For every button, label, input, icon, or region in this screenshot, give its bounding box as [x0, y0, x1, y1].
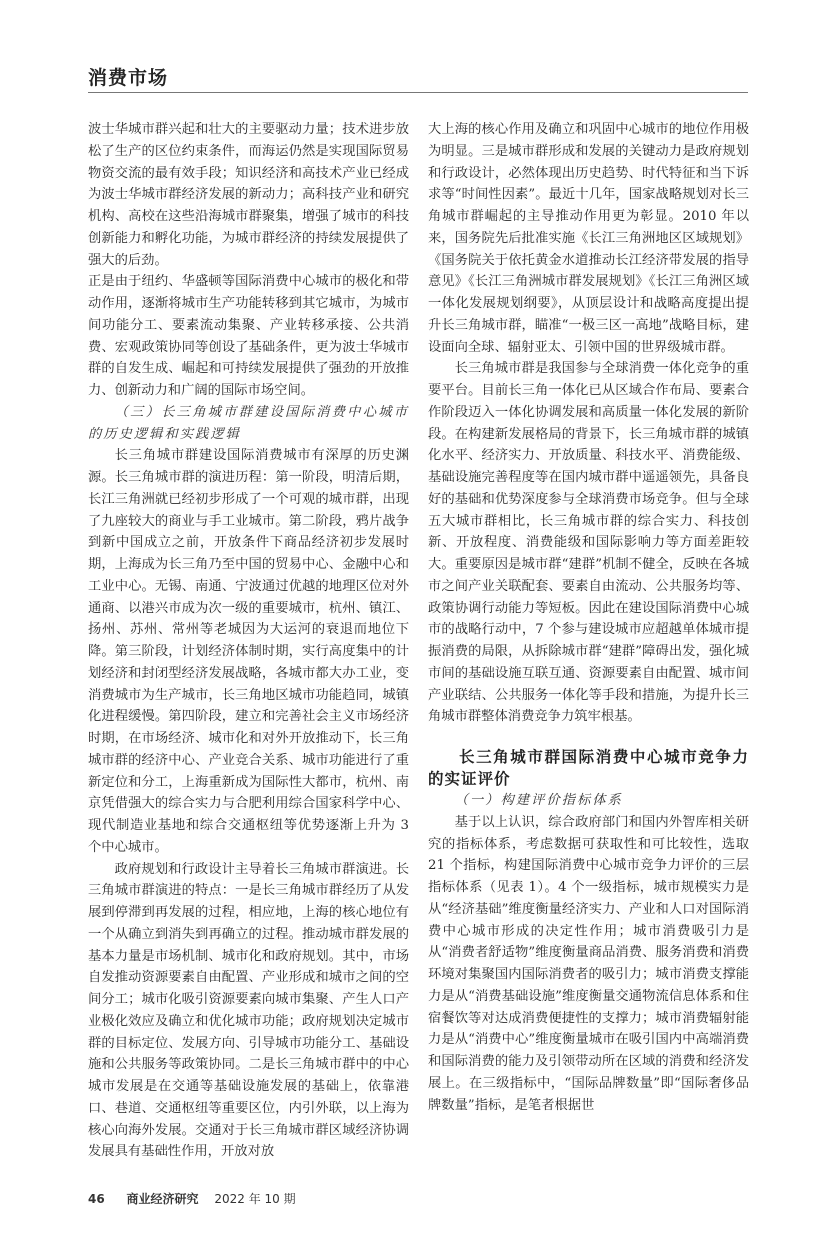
paragraph: 政府规划和行政设计主导着长三角城市群演进。长三角城市群演进的特点：一是长三角城市群经历了从发展到停滞到再发展的过程，相应地，上海的核心地位有一个从确立到消失到再确立的过程。推动城市群发展的基本力量是市场机制、城市化和政府规划。其中，市场自发推动资源要素自由配置、产业形成和城市之间的空间分工；城市化吸引资源要素向城市集聚、产生人口产业极化效应及确立和优化城市功能；政府规划决定城市群的目标定位、发展方向、引导城市功能分工、基础设施和公共服务等政策协同。二是长三角城市群中的中心城市发展是在交通等基础设施发展的基础上，依靠港口、巷道、交通枢纽等重要区位，内引外联，以上海为核心向海外发展。交通对于长三角城市群区域经济协调发展具有基础性作用，开放对放: [88, 861, 409, 1160]
page-number: 46: [88, 1192, 105, 1206]
right-column: [428, 119, 749, 1116]
paragraph: 正是由于纽约、华盛顿等国际消费中心城市的极化和带动作用，逐渐将城市生产功能转移到其它城市，为城市间功能分工、要素流动集聚、产业转移承接、公共消费、宏观政策协同等创设了基础条件，更为波士华城市群的自发生成、崛起和可持续发展提供了强劲的开放推力、创新动力和广阔的国际市场空间。: [88, 274, 409, 398]
paragraph: 基于以上认识，综合政府部门和国内外智库相关研究的指标体系，考虑数据可获取性和可比较性，选取 21 个指标，构建国际消费中心城市竞争力评价的三层指标体系（见表 1）。4 个一级指标，城市规模实力是从“经济基础”维度衡量经济实力、产业和人口对国际消费中心城市形成的决定性作用；城市消费吸引力是从“消费者舒适物”维度衡量商品消费、服务消费和消费环境对集聚国内国际消费者的吸引力；城市消费支撑能力是从“消费基础设施”维度衡量交通物流信息体系和住宿餐饮等对达成消费便捷性的支撑力；城市消费辐射能力是从“消费中心”维度衡量城市在吸引国内中高端消费和国际消费的能力及引领带动所在区域的消费和经济发展上。在三级指标中，“国际品牌数量”即“国际奢侈品牌数量”指标，是笔者根据世: [428, 814, 749, 1113]
paragraph: 长三角城市群是我国参与全球消费一体化竞争的重要平台。目前长三角一体化已从区域合作布局、要素合作阶段迈入一体化协调发展和高质量一体化发展的新阶段。在构建新发展格局的背景下，长三角城市群的城镇化水平、经济实力、开放质量、科技水平、消费能级、基础设施完善程度等在国内城市群中遥遥领先，具备良好的基础和优势深度参与全球消费市场竞争。但与全球五大城市群相比，长三角城市群的综合实力、科技创新、开放程度、消费能级和国际影响力等方面差距较大。重要原因是城市群“建群”机制不健全，反映在各城市之间产业关联配套、要素自由流动、公共服务均等、政策协调行动能力等短板。因此在建设国际消费中心城市的战略行动中，7 个参与建设城市应超越单体城市提振消费的局限，从拆除城市群“建群”障碍出发，强化城市间的基础设施互联互通、资源要素自由配置、城市间产业联结、公共服务一体化等手段和措施，为提升长三角城市群整体消费竞争力筑牢根基。: [428, 361, 749, 725]
subsection-heading: （一）构建评价指标体系: [454, 793, 623, 808]
body-columns: [88, 119, 748, 1163]
paragraph: 大上海的核心作用及确立和巩固中心城市的地位作用极为明显。三是城市群形成和发展的关键动力是政府规划和行政设计，必然体现出历史趋势、时代特征和当下诉求等“时间性因素”。最近十几年，国家战略规划对长三角城市群崛起的主导推动作用更为彰显。2010 年以来，国务院先后批准实施《长江三角洲地区区域规划》《国务院关于依托黄金水道推动长江经济带发展的指导意见》《长江三角洲城市群发展规划》《长江三角洲区域一体化发展规划纲要》，从顶层设计和战略高度提出提升长三角城市群，瞄准“一极三区一高地”战略目标，建设面向全球、辐射亚太、引领中国的世界级城市群。: [428, 122, 749, 355]
header-divider: [88, 92, 748, 93]
journal-name: 商业经济研究: [126, 1192, 199, 1206]
page-footer: [88, 1191, 748, 1207]
paragraph: 波士华城市群兴起和壮大的主要驱动力量；技术进步放松了生产的区位约束条件，而海运仍然是实现国际贸易物资交流的最有效手段；知识经济和高技术产业已经成为波士华城市群经济发展的新动力；高科技产业和研究机构、高校在这些沿海城市群聚集，增强了城市的科技创新能力和孵化功能，为城市群经济的持续发展提供了强大的后劲。: [88, 122, 409, 268]
subsection-heading: （三）长三角城市群建设国际消费中心城市的历史逻辑和实践逻辑: [88, 404, 409, 442]
section-title: 消费市场: [88, 67, 169, 89]
issue-label: 2022 年 10 期: [214, 1192, 296, 1206]
paragraph: 长三角城市群建设国际消费城市有深厚的历史渊源。长三角城市群的演进历程：第一阶段，明清后期，长江三角洲就已经初步形成了一个可观的城市群，出现了九座较大的商业与手工业城市。第二阶段，鸦片战争到新中国成立之前，开放条件下商品经济初步发展时期，上海成为长三角乃至中国的贸易中心、金融中心和工业中心。无锡、南通、宁波通过优越的地理区位对外通商、以港兴市成为次一级的重要城市，杭州、镇江、扬州、苏州、常州等老城因为大运河的衰退而地位下降。第三阶段，计划经济体制时期，实行高度集中的计划经济和封闭型经济发展战略，各城市都大办工业，变消费城市为生产城市，长三角地区城市功能趋同，城镇化进程缓慢。第四阶段，建立和完善社会主义市场经济时期，在市场经济、城市化和对外开放推动下，长三角城市群的经济中心、产业竞合关系、城市功能进行了重新定位和分工，上海重新成为国际性大都市，杭州、南京凭借强大的综合实力与合肥利用综合国家科学中心、现代制造业基地和综合交通枢纽等优势逐渐上升为 3 个中心城市。: [88, 448, 409, 855]
section-heading: 长三角城市群国际消费中心城市竞争力的实证评价: [428, 748, 749, 788]
left-column: [88, 119, 409, 1163]
